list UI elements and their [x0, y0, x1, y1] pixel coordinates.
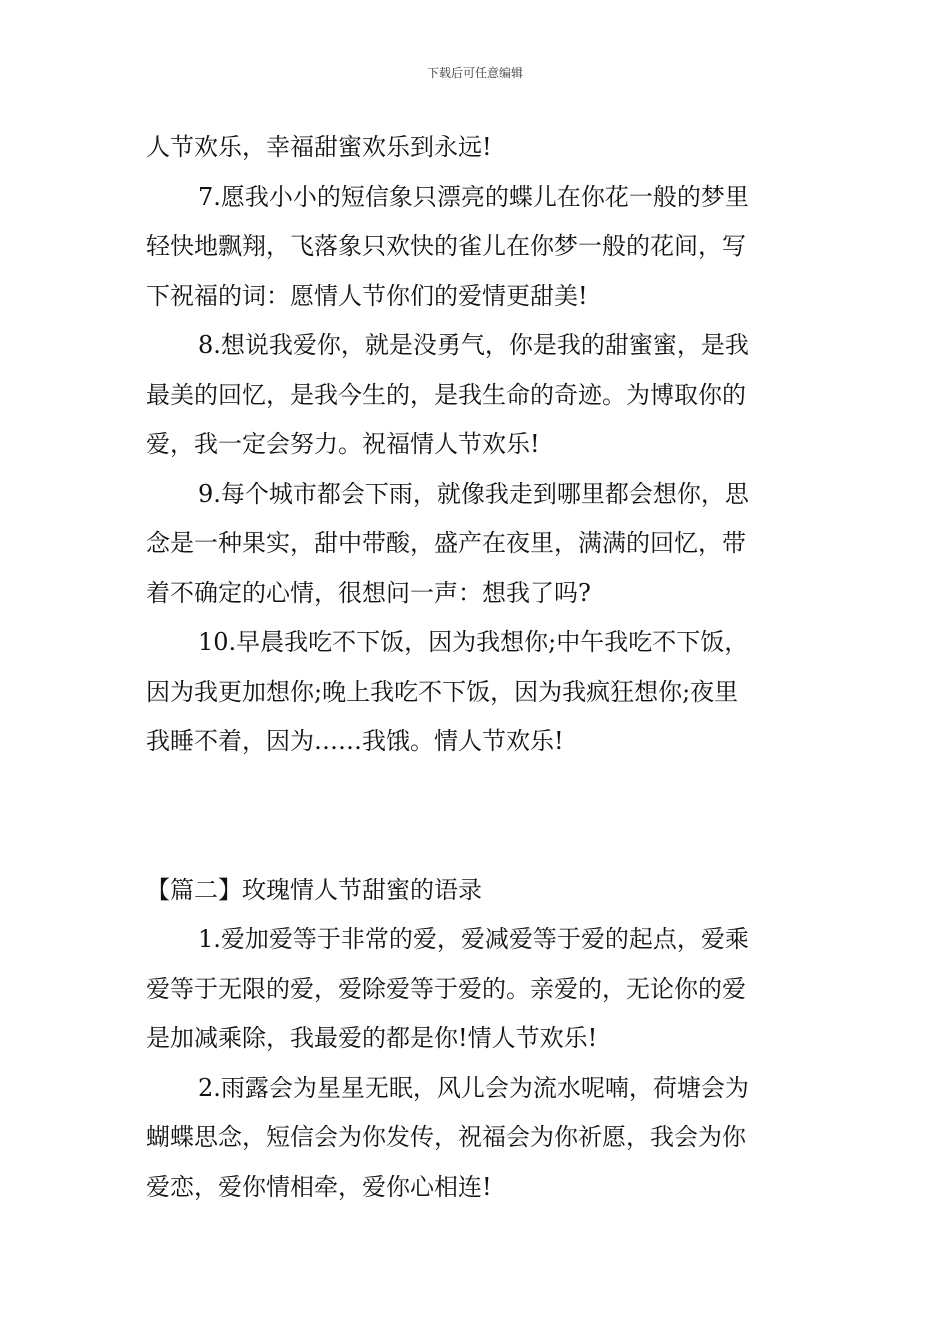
text-line: 下祝福的词：愿情人节你们的爱情更甜美!: [146, 281, 588, 310]
text-line: 是加减乘除，我最爱的都是你!情人节欢乐!: [146, 1024, 598, 1052]
text-line: 9.每个城市都会下雨，就像我走到哪里都会想你，思: [198, 479, 749, 508]
text-line: 着不确定的心情，很想问一声：想我了吗?: [146, 578, 591, 607]
document-body: [146, 123, 808, 1212]
text-line: 8.想说我爱你，就是没勇气，你是我的甜蜜蜜，是我: [198, 331, 749, 359]
text-line: 轻快地飘翔，飞落象只欢快的雀儿在你梦一般的花间，写: [146, 232, 746, 260]
text-line: 人节欢乐，幸福甜蜜欢乐到永远!: [146, 133, 492, 161]
text-line: 最美的回忆，是我今生的，是我生命的奇迹。为博取你的: [146, 380, 746, 409]
text-line: 蝴蝶思念，短信会为你发传，祝福会为你祈愿，我会为你: [146, 1123, 746, 1151]
text-line: 7.愿我小小的短信象只漂亮的蝶儿在你花一般的梦里: [198, 182, 749, 211]
text-line: 10.早晨我吃不下饭，因为我想你;中午我吃不下饭，: [198, 628, 749, 656]
section-title: 【篇二】玫瑰情人节甜蜜的语录: [146, 875, 482, 904]
text-line: 2.雨露会为星星无眠，风儿会为流水呢喃，荷塘会为: [198, 1073, 749, 1102]
page-header-note: 下载后可任意编辑: [426, 66, 523, 80]
text-line: 念是一种果实，甜中带酸，盛产在夜里，满满的回忆，带: [146, 529, 746, 557]
text-line: 我睡不着，因为……我饿。情人节欢乐!: [146, 727, 564, 755]
text-line: 1.爱加爱等于非常的爱，爱减爱等于爱的起点，爱乘: [198, 925, 749, 953]
section-spacer: [146, 767, 808, 866]
text-line: 因为我更加想你;晚上我吃不下饭，因为我疯狂想你;夜里: [146, 677, 739, 706]
text-line: 爱恋，爱你情相牵，爱你心相连!: [146, 1172, 492, 1201]
text-line: 爱等于无限的爱，爱除爱等于爱的。亲爱的，无论你的爱: [146, 974, 746, 1003]
text-line: 爱，我一定会努力。祝福情人节欢乐!: [146, 430, 540, 458]
